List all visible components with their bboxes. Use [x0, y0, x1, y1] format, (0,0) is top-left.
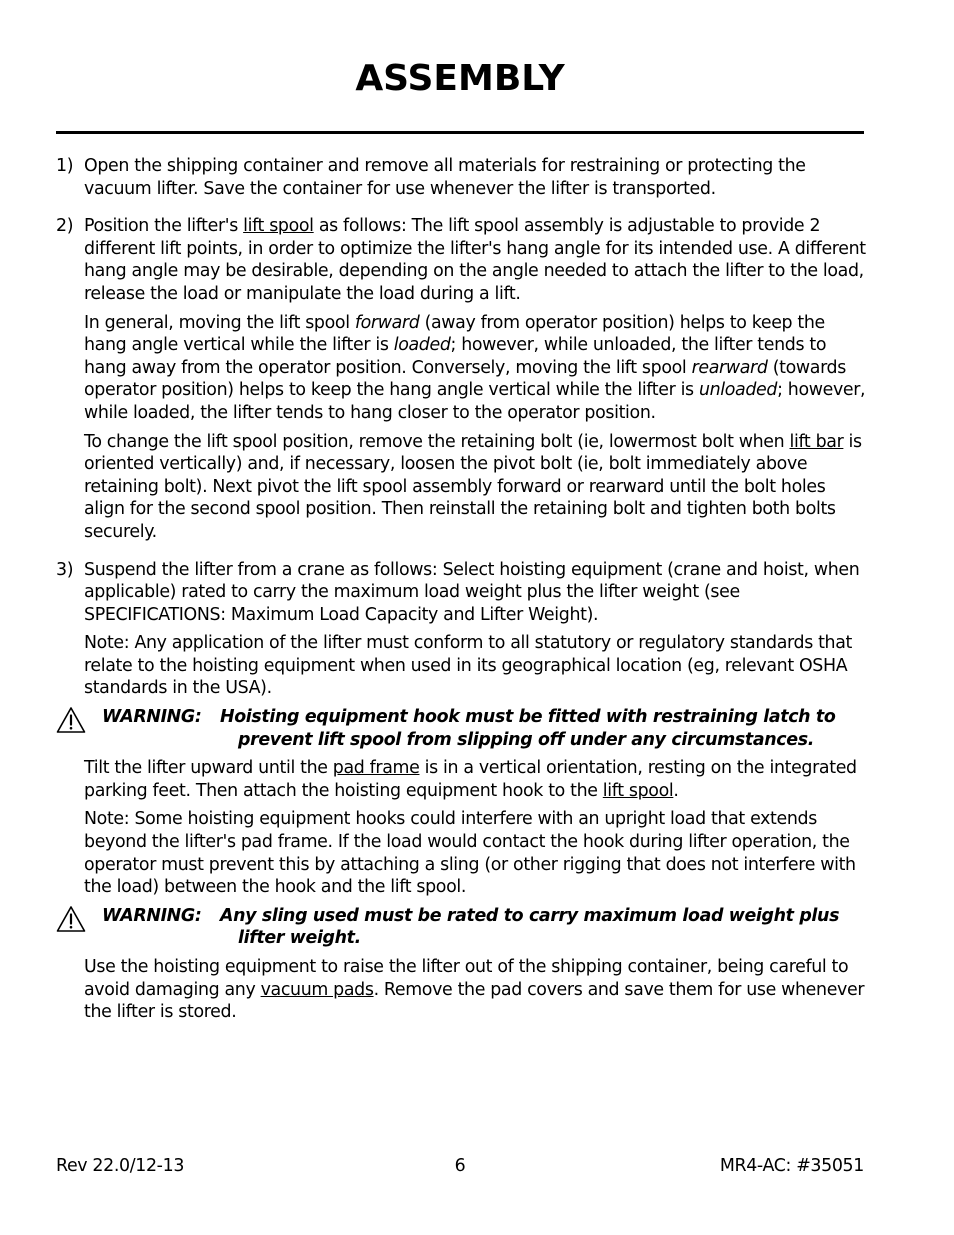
warning-triangle-icon [56, 905, 86, 933]
assembly-steps [56, 155, 866, 1039]
page-title: ASSEMBLY [355, 58, 565, 99]
loaded-emphasis: loaded [393, 335, 451, 356]
text-run: Use the hoisting equipment to raise the lifter out of the shipping container, being careful to avoid damaging any [84, 957, 849, 1000]
text-run: (away from operator position) helps to keep the hang angle vertical while the lifter is [84, 312, 825, 356]
warning-hook-latch [56, 706, 866, 751]
warning-text: Hoisting equipment hook must be fitted with restraining latch to [220, 707, 836, 728]
text-run: Tilt the lifter upward until the [84, 758, 333, 779]
warning-line-2: lifter weight. [238, 928, 361, 949]
lift-bar-term: lift bar [789, 431, 844, 452]
warning-text: Any sling used must be rated to carry maximum load weight plus [220, 905, 840, 926]
lift-spool-term: lift spool [602, 780, 674, 801]
warning-label: WARNING: [102, 905, 202, 926]
step-1-text: Open the shipping container and remove all materials for restraining or protecting the vacuum lifter. Save the container for use whenever the lifter is transported. [84, 156, 806, 199]
title-divider [56, 131, 864, 134]
step-3-paragraph-5 [84, 956, 866, 1024]
unloaded-emphasis: unloaded [698, 380, 778, 401]
text-run: . Remove the pad covers and save them for use whenever the lifter is stored. [84, 979, 865, 1023]
warning-line-1 [102, 905, 866, 928]
text-run: as follows: The lift spool assembly is adjustable to provide 2 different lift points, in order to optimize the lifter's hang angle for its intended use. A different hang angle may be desirable, depending on the angle needed to attach the lifter to the load, release the load or manipulate the load during a lift. [84, 216, 866, 304]
step-number: 1) [56, 156, 74, 176]
text-run: is in a vertical orientation, resting on the integrated parking feet. Then attach the hoisting equipment hook to the [84, 758, 857, 801]
step-2 [56, 215, 866, 543]
warning-sling-rating [56, 905, 866, 950]
text-run: ; however, while loaded, the lifter tends to hang closer to the operator position. [84, 380, 866, 423]
vacuum-pads-term: vacuum pads [260, 979, 374, 1000]
warning-label: WARNING: [102, 707, 202, 728]
text-run: (towards operator position) helps to keep the hang angle vertical while the lifter is [84, 357, 846, 401]
text-run: ; however, while unloaded, the lifter tends to hang away from the operator position. Conversely, moving the lift spool [84, 335, 827, 378]
page-footer [56, 1155, 864, 1179]
step-2-paragraph-3 [84, 431, 866, 544]
step-number: 3) [56, 559, 74, 580]
step-3-note-1: Note: Any application of the lifter must conform to all statutory or regulatory standards that relate to the hoisting equipment when used in its geographical location (eg, relevant OSHA standards in the USA). [84, 633, 852, 699]
step-3-paragraph-1: Suspend the lifter from a crane as follows: Select hoisting equipment (crane and hoist, when applicable) rated to carry the maximum load weight plus the lifter weight (see SPECIFICATIONS: Maximum Load Capacity and Lifter Weight). [84, 559, 860, 625]
step-3 [56, 559, 866, 1024]
warning-triangle-icon [56, 706, 86, 734]
text-run: is oriented vertically) and, if necessary, loosen the pivot bolt (ie, bolt immediately above retaining bolt). Next pivot the lift spool assembly forward or rearward until the bolt holes align for the second spool position. Then reinstall the retaining bolt and tighten both bolts securely. [84, 431, 862, 542]
step-3-note-2: Note: Some hoisting equipment hooks could interfere with an upright load that extends beyond the lifter's pad frame. If the load would contact the hook during lifter operation, the operator must prevent this by attaching a sling (or other rigging that does not interfere with the load) between the hook and the lift spool. [84, 809, 856, 898]
warning-line-1 [102, 706, 866, 729]
forward-emphasis: forward [354, 312, 420, 333]
text-run: Position the lifter's [84, 216, 244, 237]
lift-spool-term: lift spool [243, 216, 314, 237]
step-2-paragraph-1 [84, 215, 866, 305]
step-1 [56, 155, 866, 200]
model-number: MR4-AC: #35051 [719, 1156, 864, 1176]
page-number: 6 [454, 1156, 466, 1176]
rearward-emphasis: rearward [691, 357, 768, 378]
text-run: In general, moving the lift spool [84, 312, 355, 333]
step-2-paragraph-2 [84, 312, 866, 425]
text-run: To change the lift spool position, remove the retaining bolt (ie, lowermost bolt when [84, 431, 790, 452]
step-number: 2) [56, 216, 74, 237]
warning-line-2: prevent lift spool from slipping off under any circumstances. [238, 729, 814, 750]
text-run: . [673, 780, 679, 801]
step-3-paragraph-3 [84, 757, 866, 802]
pad-frame-term: pad frame [332, 758, 420, 779]
revision-label: Rev 22.0/12-13 [56, 1156, 185, 1176]
